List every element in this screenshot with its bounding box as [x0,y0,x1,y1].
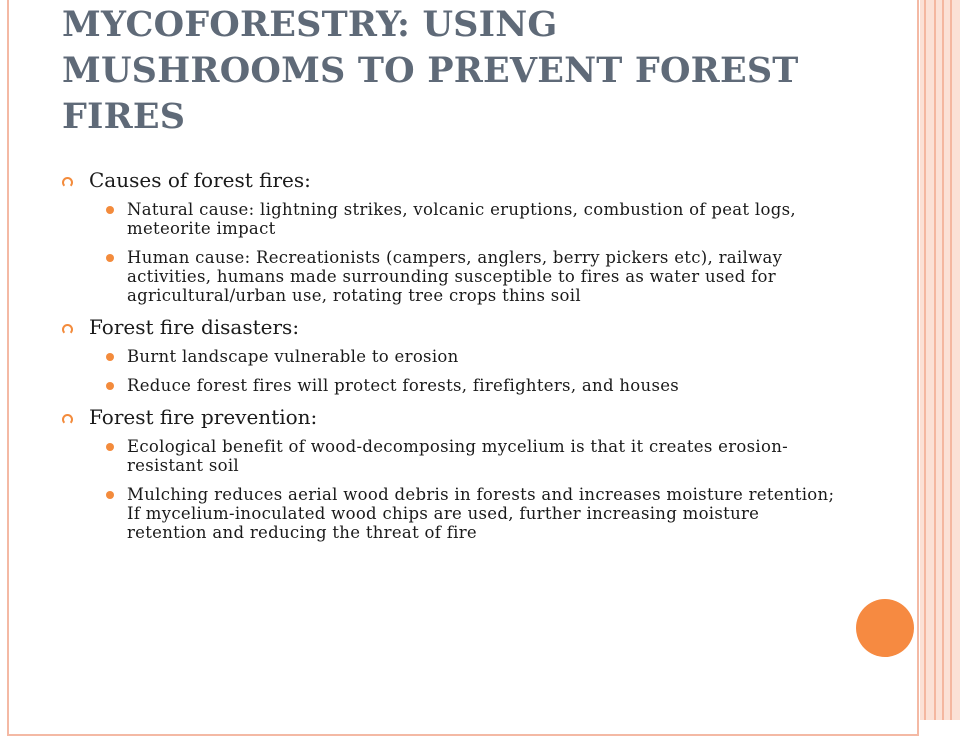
section-heading-text: Causes of forest fires: [89,168,311,192]
list-item-text: Human cause: Recreationists (campers, anglers, berry pickers etc), railway activities, humans made surrounding susceptible to fires as water used for agricultural/urban use, rotating tree crops thins soil [127,248,783,305]
list-item [102,437,842,475]
dot-bullet-icon [106,491,114,499]
list-item-text: Reduce forest fires will protect forests, firefighters, and houses [127,376,680,395]
list-item [102,200,842,238]
dot-bullet-icon [106,353,114,361]
section-heading [62,315,842,339]
stripe-line [924,0,926,720]
dot-bullet-icon [106,443,114,451]
stripe-line [950,0,952,720]
list-item-text: Ecological benefit of wood-decomposing mycelium is that it creates erosion-resistant soil [127,437,789,475]
bullet-list [62,200,842,305]
slide-content [62,168,842,552]
slide-title: MYCOFORESTRY: USING MUSHROOMS TO PREVENT FOREST FIRES [62,4,799,137]
decorative-stripes [920,0,960,720]
ring-bullet-icon [62,414,73,425]
dot-bullet-icon [106,206,114,214]
list-item-text: Natural cause: lightning strikes, volcanic eruptions, combustion of peat logs, meteorite impact [127,200,796,238]
list-item [102,347,842,366]
list-item-text: Mulching reduces aerial wood debris in forests and increases moisture retention; If mycelium-inoculated wood chips are used, further increasing moisture retention and reducing the threat of fire [127,485,835,542]
ring-bullet-icon [62,324,73,335]
list-item [102,485,842,542]
bullet-list [62,347,842,395]
stripe-line [942,0,944,720]
section-heading [62,168,842,192]
decorative-circle [856,599,914,657]
stripe-line [934,0,936,720]
list-item [102,376,842,395]
bullet-list [62,437,842,542]
section-heading-text: Forest fire prevention: [89,405,318,429]
dot-bullet-icon [106,382,114,390]
list-item [102,248,842,305]
ring-bullet-icon [62,177,73,188]
dot-bullet-icon [106,254,114,262]
list-item-text: Burnt landscape vulnerable to erosion [127,347,459,366]
section-heading-text: Forest fire disasters: [89,315,300,339]
section-heading [62,405,842,429]
